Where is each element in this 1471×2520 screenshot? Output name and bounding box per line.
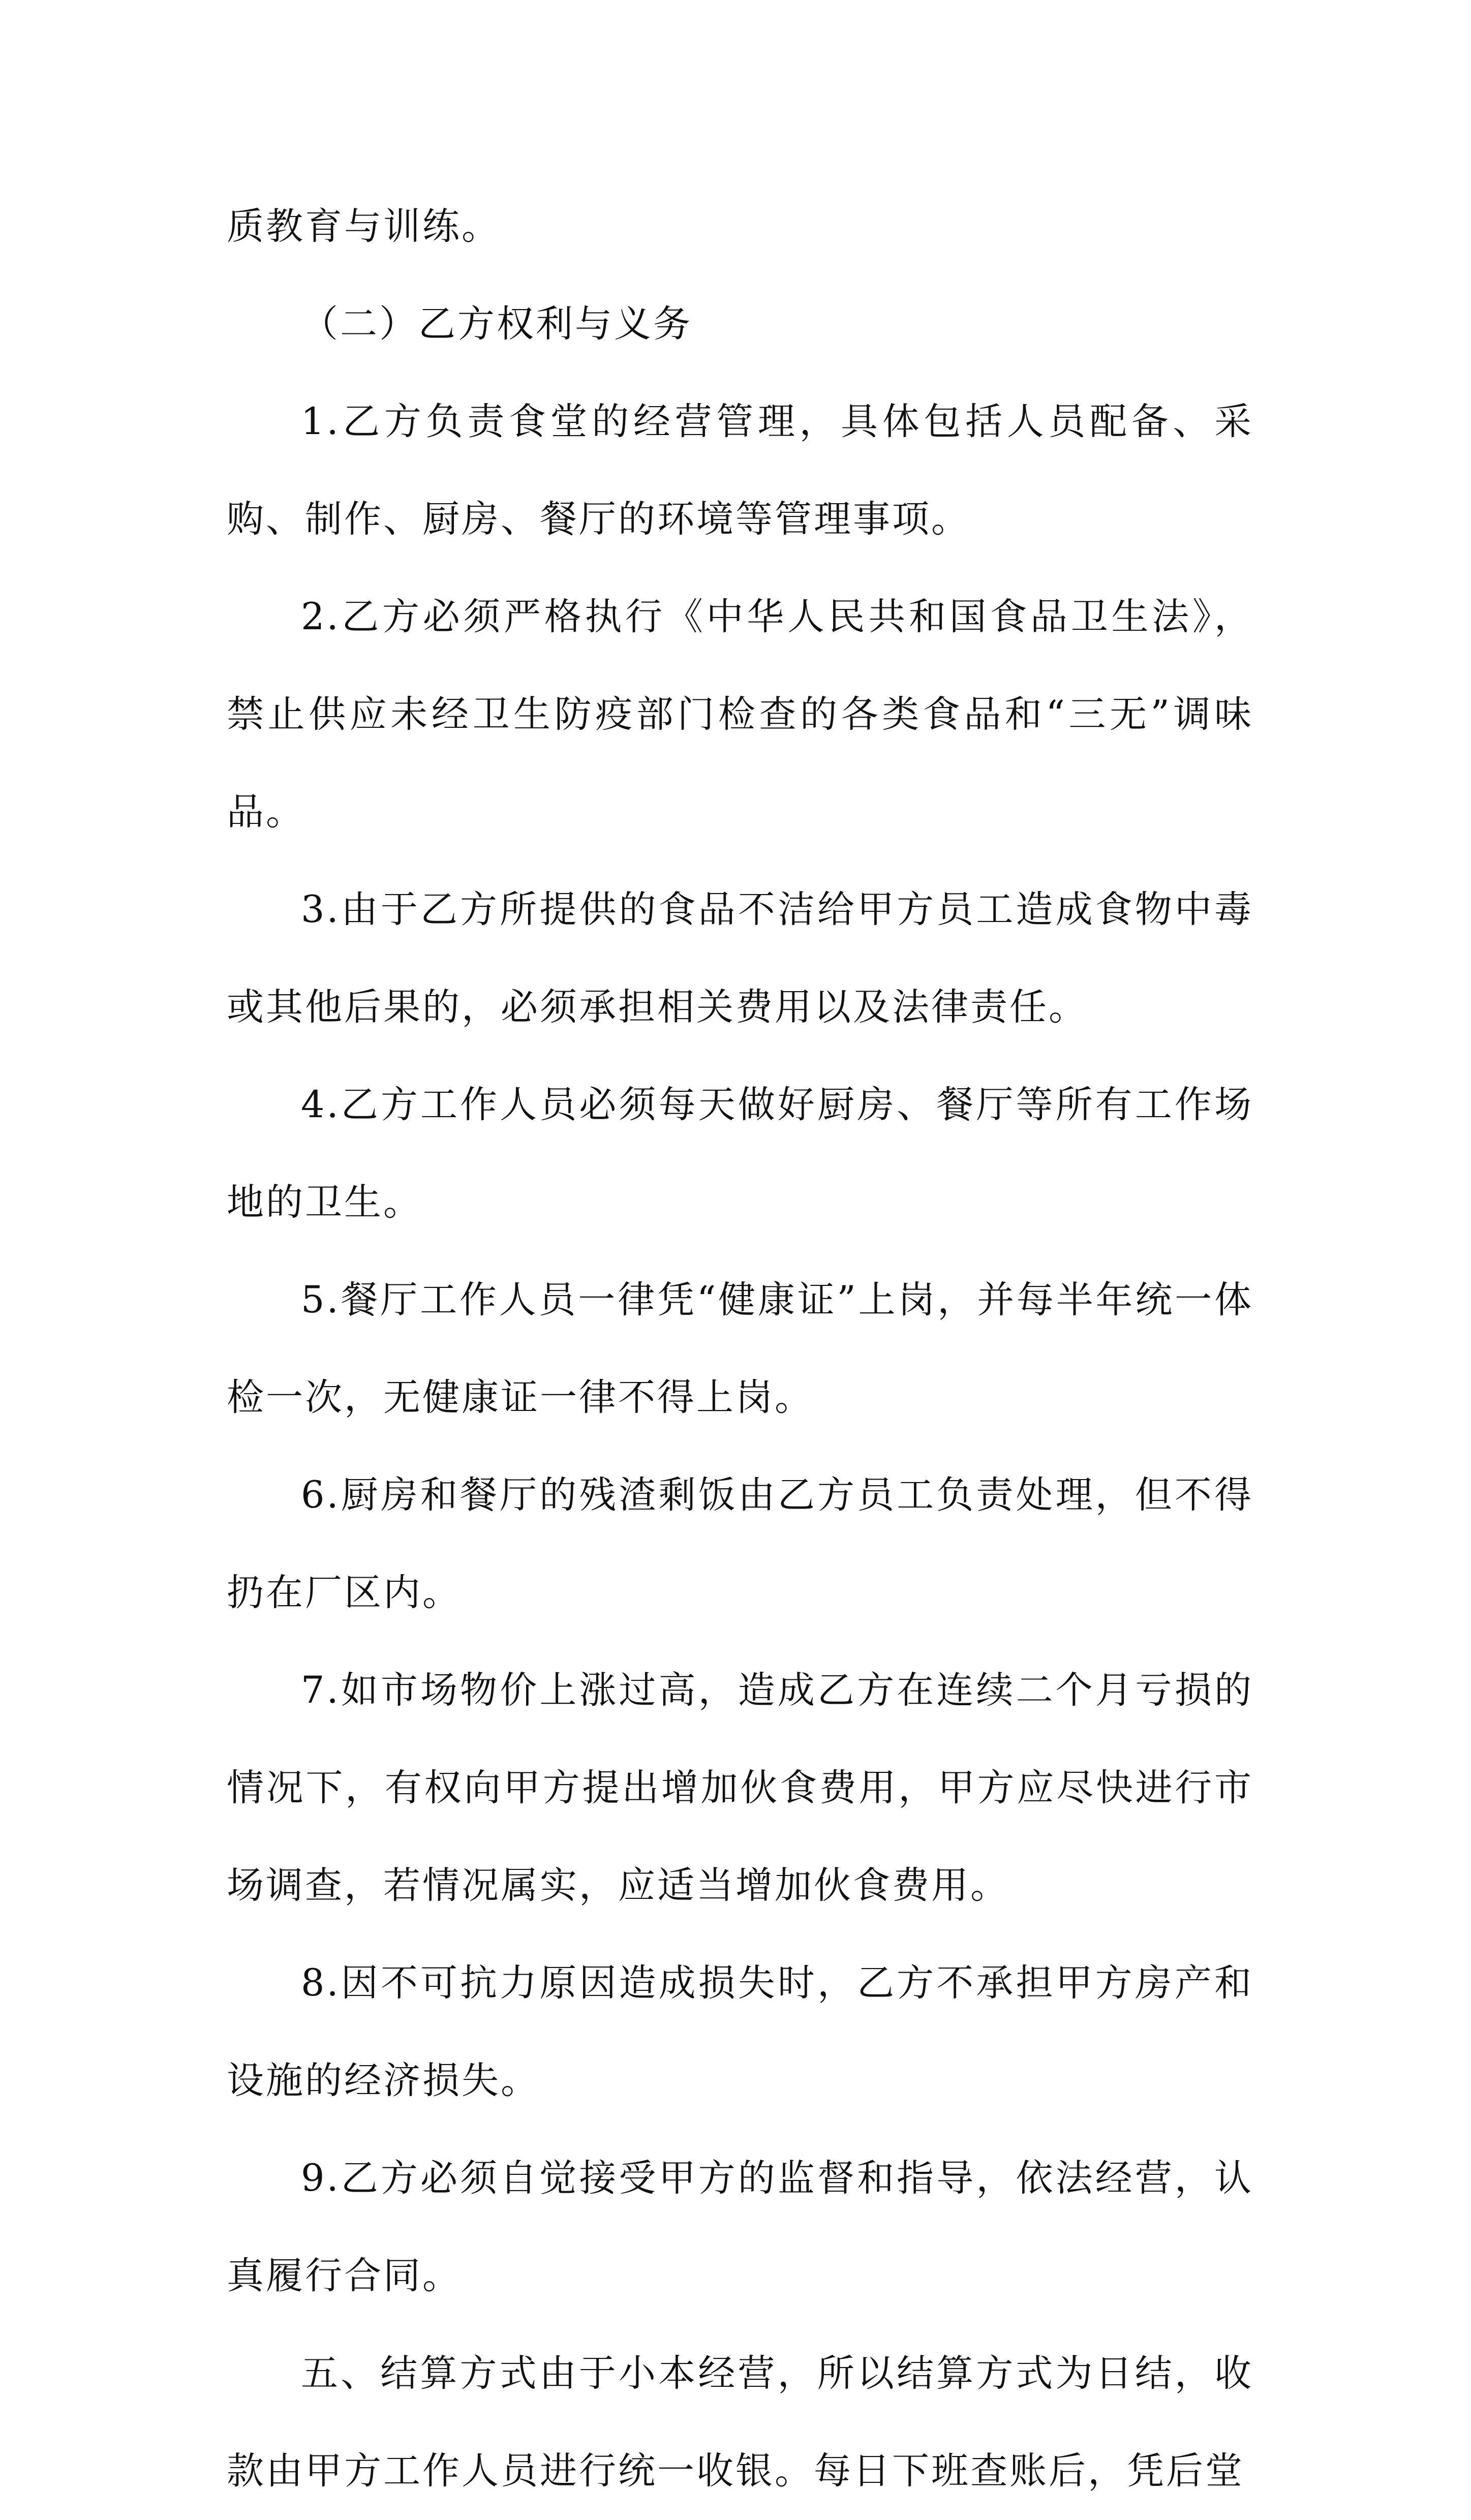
paragraph-item-6: 6.厨房和餐厅的残渣剩饭由乙方员工负责处理，但不得扔在厂区内。	[227, 1473, 1253, 1614]
paragraph-continuation: 质教育与训练。	[227, 205, 501, 248]
paragraph-item-8: 8.因不可抗力原因造成损失时，乙方不承担甲方房产和设施的经济损失。	[227, 1961, 1253, 2102]
paragraph-item-3: 3.由于乙方所提供的食品不洁给甲方员工造成食物中毒或其他后果的，必须承担相关费用以及法律责任。	[227, 888, 1253, 1029]
paragraph-item-1: 1.乙方负责食堂的经营管理，具体包括人员配备、采购、制作、厨房、餐厅的环境等管理事项。	[227, 400, 1253, 541]
document-body	[227, 178, 1253, 2520]
paragraph-item-2: 2.乙方必须严格执行《中华人民共和国食品卫生法》，禁止供应未经卫生防疫部门检查的各类食品和“三无”调味品。	[227, 595, 1253, 834]
paragraph-settlement: 五、结算方式由于小本经营，所以结算方式为日结，收款由甲方工作人员进行统一收银。每日下班查账后，凭后堂	[227, 2352, 1253, 2493]
paragraph-item-7: 7.如市场物价上涨过高，造成乙方在连续二个月亏损的情况下，有权向甲方提出增加伙食费用，甲方应尽快进行市场调查，若情况属实，应适当增加伙食费用。	[227, 1669, 1253, 1907]
paragraph-item-9: 9.乙方必须自觉接受甲方的监督和指导，依法经营，认真履行合同。	[227, 2157, 1253, 2297]
section-heading-party-b-rights: （二）乙方权利与义务	[301, 302, 692, 346]
paragraph-item-4: 4.乙方工作人员必须每天做好厨房、餐厅等所有工作场地的卫生。	[227, 1083, 1253, 1224]
paragraph-item-5: 5.餐厅工作人员一律凭“健康证”上岗，并每半年统一体检一次，无健康证一律不得上岗。	[227, 1278, 1253, 1419]
